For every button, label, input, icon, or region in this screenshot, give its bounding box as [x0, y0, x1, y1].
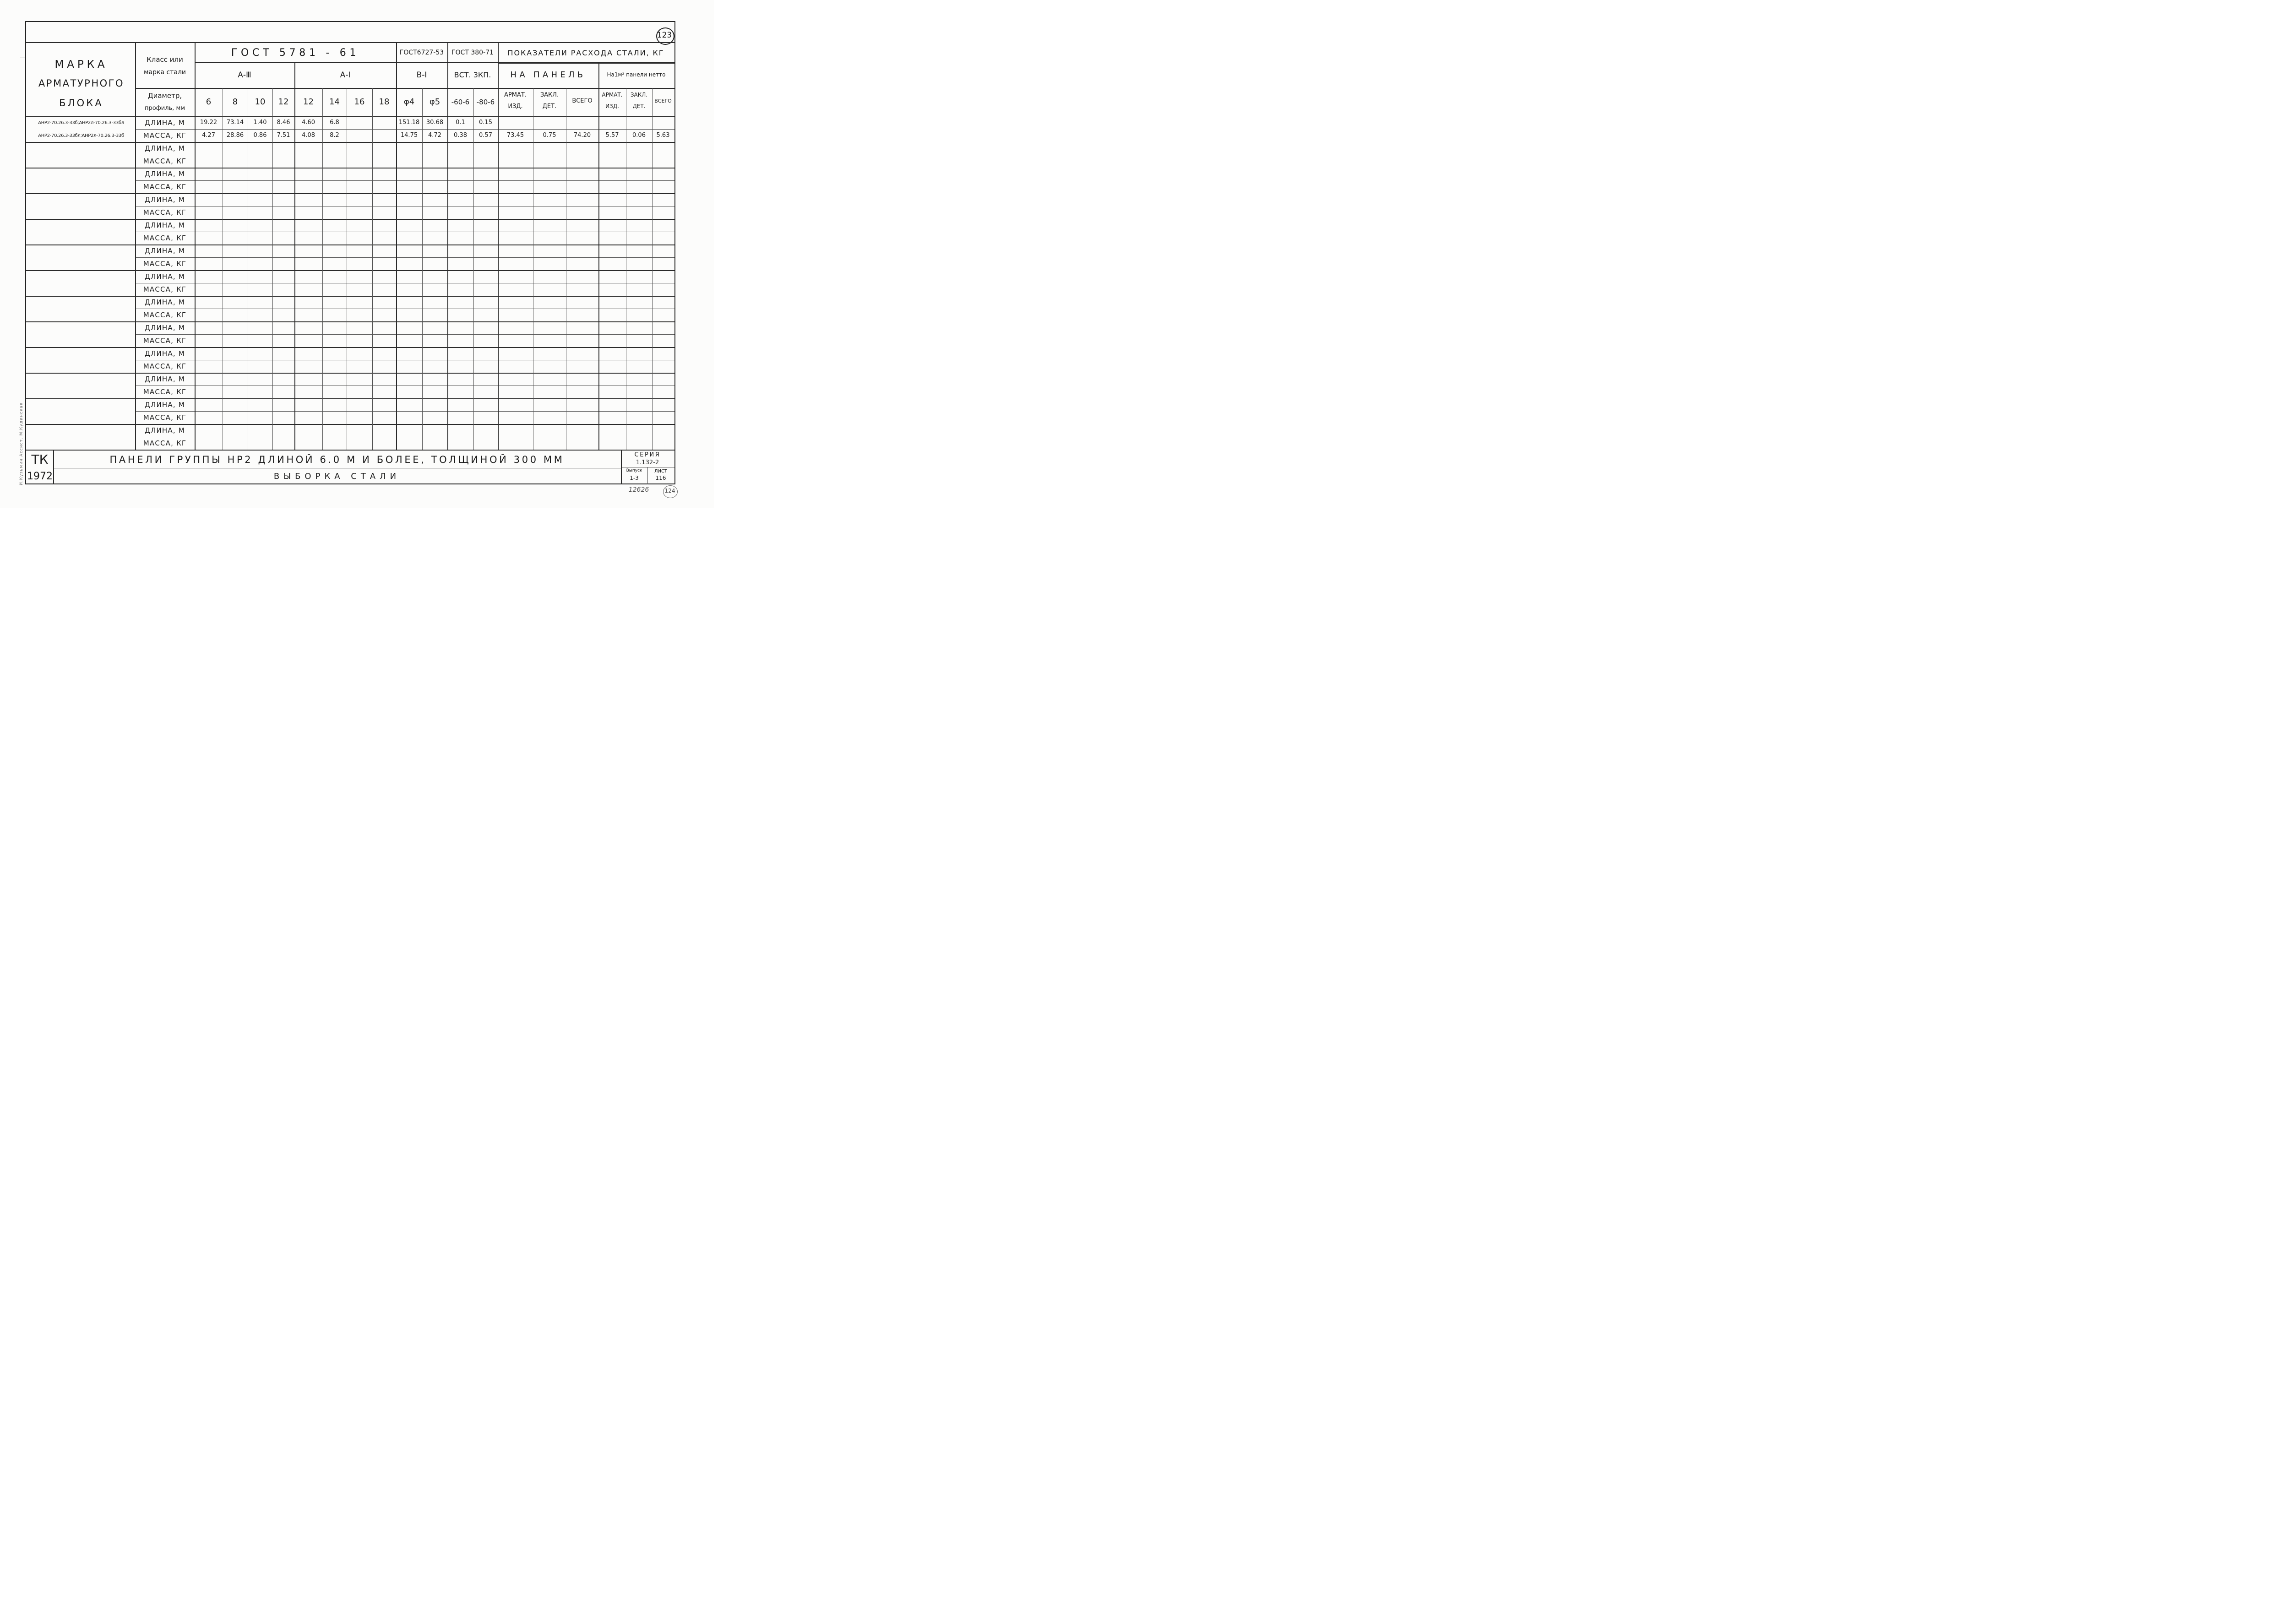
diameter-header-2: профиль, мм [144, 104, 185, 112]
per-m2-header: На1м² панели нетто [607, 71, 666, 78]
table-cell [347, 129, 372, 142]
row-label-length: ДЛИНА, М [145, 195, 185, 204]
series-value: 1.132-2 [636, 459, 659, 466]
row-label-mass: МАССА, КГ [143, 259, 187, 268]
sub-zakl-1: ЗАКЛ. [540, 91, 559, 98]
sub-zakl-2: ДЕТ. [542, 103, 557, 110]
sub-total: ВСЕГО [572, 97, 593, 104]
row-label-mass: МАССА, КГ [143, 157, 187, 165]
table-cell [626, 116, 652, 129]
table-cell [598, 116, 626, 129]
diameter-cell: -80-6 [476, 98, 495, 106]
class-vst: ВСТ. 3КП. [454, 71, 491, 80]
table-cell: 4.60 [302, 119, 315, 126]
grid-line-horizontal [498, 88, 674, 89]
table-cell: 73.14 [226, 119, 244, 126]
table-cell [652, 116, 674, 129]
drawing-title: ПАНЕЛИ ГРУППЫ НР2 ДЛИНОЙ 6.0 М И БОЛЕЕ, ТОЛЩИНОЙ 300 ММ [109, 454, 565, 466]
table-cell: 0.38 [454, 131, 467, 139]
table-cell: 0.1 [456, 119, 465, 126]
sub-armat-m2-2: ИЗД. [605, 103, 619, 110]
diameter-cell: 6 [206, 97, 212, 107]
grid-line-vertical [652, 88, 653, 450]
row-label-mass: МАССА, КГ [143, 310, 187, 319]
sheet-value: 116 [655, 475, 666, 482]
issue-value: 1-3 [630, 475, 639, 482]
gost-6727-header: ГОСТ6727-53 [399, 49, 444, 57]
sub-total-m2: ВСЕГО [654, 98, 672, 104]
grid-line-vertical [422, 88, 423, 450]
indicators-header: ПОКАЗАТЕЛИ РАСХОДА СТАЛИ, КГ [507, 49, 664, 58]
grid-line-vertical [272, 88, 273, 450]
sheet-number: 123 [657, 30, 672, 40]
year: 1972 [27, 470, 53, 482]
org-code: ТК [31, 451, 49, 467]
grid-line-horizontal [26, 450, 674, 451]
table-cell: 8.46 [277, 119, 290, 126]
row-label-mass: МАССА, КГ [143, 387, 187, 396]
row-label-length: ДЛИНА, М [145, 375, 185, 383]
diameter-cell: -60-6 [451, 98, 470, 106]
diameter-cell: 12 [303, 97, 314, 107]
block-mark-header-1: МАРКА [54, 59, 108, 71]
drawing-subtitle: ВЫБОРКА СТАЛИ [273, 472, 401, 482]
gost-5781-header: ГОСТ 5781 - 61 [231, 47, 360, 59]
grid-line-horizontal [26, 347, 674, 348]
steel-class-header-1: Класс или [147, 55, 183, 64]
table-cell: 5.57 [605, 131, 619, 139]
sub-zakl-m2-1: ЗАКЛ. [630, 92, 648, 98]
table-cell: 8.2 [330, 131, 339, 139]
grid-line-horizontal [26, 193, 674, 194]
diameter-cell: 18 [379, 97, 390, 107]
row-label-mass: МАССА, КГ [143, 285, 187, 293]
class-b1: В-Ⅰ [416, 70, 427, 80]
grid-line-horizontal [26, 142, 674, 143]
table-cell: 5.63 [656, 131, 670, 139]
table-cell: 4.08 [302, 131, 315, 139]
diameter-cell: φ4 [403, 97, 415, 107]
row-label-length: ДЛИНА, М [145, 221, 185, 229]
row-label-mass: МАССА, КГ [143, 182, 187, 191]
grid-line-horizontal [26, 219, 674, 220]
row-label-length: ДЛИНА, М [145, 298, 185, 306]
grid-line-horizontal [26, 296, 674, 297]
per-panel-header: НА ПАНЕЛЬ [510, 70, 586, 80]
table-cell: 0.57 [479, 131, 492, 139]
row-label-length: ДЛИНА, М [145, 169, 185, 178]
table-cell: 0.06 [632, 131, 646, 139]
sub-zakl-m2-2: ДЕТ. [632, 103, 646, 110]
table-cell [533, 116, 566, 129]
class-a1: А-Ⅰ [340, 70, 351, 80]
row-label-length: ДЛИНА, М [145, 272, 185, 281]
grid-line-horizontal [26, 373, 674, 374]
series-label: СЕРИЯ [634, 451, 661, 458]
next-page-number: 124 [664, 488, 675, 494]
table-cell: 4.27 [202, 131, 215, 139]
issue-label: Выпуск [626, 468, 642, 473]
grid-line-vertical [322, 88, 323, 450]
class-a3: А-Ⅲ [238, 70, 251, 80]
diameter-cell: 8 [232, 97, 238, 107]
sheet-label: ЛИСТ [654, 468, 668, 474]
row-label-mass: МАССА, КГ [143, 336, 187, 345]
table-cell: 28.86 [226, 131, 244, 139]
table-cell: 14.75 [400, 131, 418, 139]
row-label-length: ДЛИНА, М [145, 246, 185, 255]
grid-line-horizontal [26, 424, 674, 425]
grid-line-horizontal [26, 42, 674, 43]
row-label-mass: МАССА, КГ [143, 131, 187, 140]
grid-line-horizontal [26, 244, 674, 245]
row-label-mass: МАССА, КГ [143, 234, 187, 242]
table-cell [566, 116, 598, 129]
steel-class-header-2: марка стали [144, 69, 186, 76]
row-label-mass: МАССА, КГ [143, 208, 187, 217]
table-cell: 6.8 [330, 119, 339, 126]
grid-line-vertical [473, 88, 474, 450]
sub-armat-2: ИЗД. [508, 103, 523, 110]
row-label-mass: МАССА, КГ [143, 413, 187, 422]
table-cell: 30.68 [426, 119, 444, 126]
drawing-sheet [0, 0, 714, 508]
sub-armat-m2-1: АРМАТ. [602, 92, 623, 98]
diameter-cell: 12 [278, 97, 289, 107]
table-cell: 151.18 [398, 119, 420, 126]
row-label-length: ДЛИНА, М [145, 400, 185, 409]
table-cell: 73.45 [506, 131, 524, 139]
row-label-length: ДЛИНА, М [145, 144, 185, 152]
block-name-1: АНР2-70.26.3-33б;АНР2л-70.26.3-33бл [38, 120, 124, 125]
row-label-length: ДЛИНА, М [145, 118, 185, 127]
table-cell [372, 129, 396, 142]
table-cell [347, 116, 372, 129]
table-cell: 0.86 [253, 131, 267, 139]
table-cell: 7.51 [277, 131, 290, 139]
grid-line-horizontal [135, 411, 674, 412]
table-cell: 0.75 [543, 131, 556, 139]
row-label-length: ДЛИНА, М [145, 323, 185, 332]
table-cell: 4.72 [428, 131, 441, 139]
stamp-number: 12626 [628, 486, 649, 494]
diameter-cell: φ5 [429, 97, 440, 107]
sub-armat-1: АРМАТ. [504, 91, 527, 98]
margin-signature-note: И.Кузьмин Ассист. М.Кудинская [19, 402, 24, 485]
row-label-length: ДЛИНА, М [145, 426, 185, 435]
table-cell: 19.22 [200, 119, 218, 126]
grid-line-horizontal [26, 398, 674, 399]
grid-line-horizontal [135, 334, 674, 335]
block-mark-header-2: АРМАТУРНОГО [38, 78, 125, 89]
table-cell [498, 116, 533, 129]
diameter-cell: 14 [329, 97, 340, 107]
row-label-length: ДЛИНА, М [145, 349, 185, 358]
grid-line-vertical [372, 88, 373, 450]
row-label-mass: МАССА, КГ [143, 439, 187, 447]
diameter-header-1: Диаметр, [147, 91, 182, 100]
row-label-mass: МАССА, КГ [143, 362, 187, 370]
diameter-cell: 10 [255, 97, 266, 107]
table-cell: 1.40 [253, 119, 267, 126]
table-cell: 0.15 [479, 119, 492, 126]
grid-line-horizontal [26, 270, 674, 271]
diameter-cell: 16 [354, 97, 365, 107]
grid-line-horizontal [135, 180, 674, 181]
table-cell: 74.20 [573, 131, 591, 139]
grid-line-horizontal [26, 321, 674, 322]
block-mark-header-3: БЛОКА [59, 98, 103, 109]
gost-380-header: ГОСТ 380-71 [451, 49, 494, 57]
block-name-2: АНР2-70.26.3-33бл;АНР2л-70.26.3-33б [38, 133, 124, 138]
grid-line-horizontal [135, 257, 674, 258]
table-cell [372, 116, 396, 129]
